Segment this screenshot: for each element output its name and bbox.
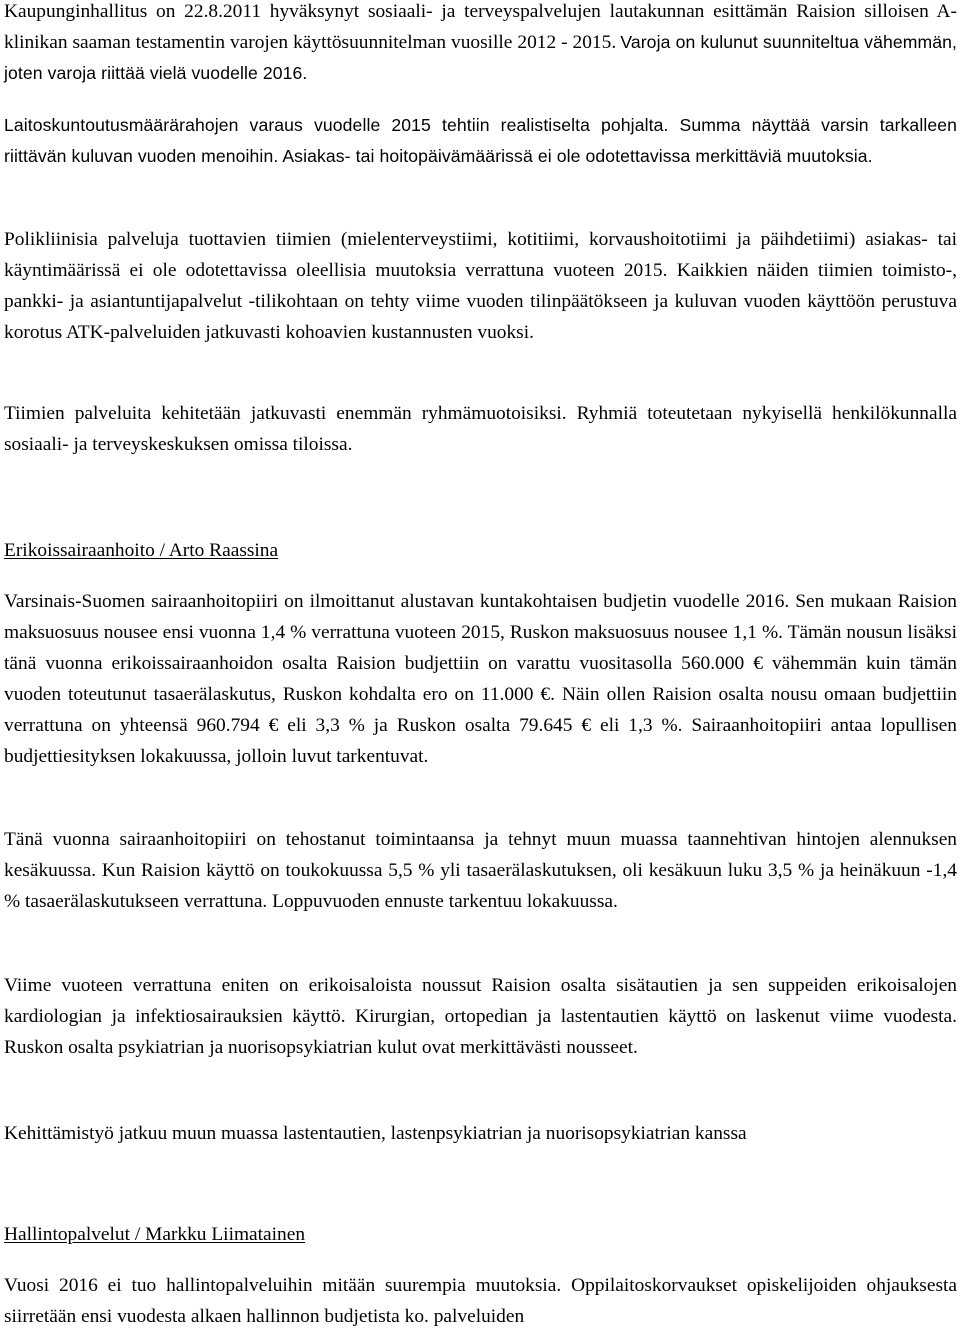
- paragraph-testament-text: Kaupunginhallitus on 22.8.2011 hyväksynyt sosiaali- ja terveyspalvelujen lautakunnan esittämän Raision silloisen A-klinikan saaman testamentin varojen käyttösuunnitelman vuosille 2012 - 2015.: [4, 1, 957, 53]
- paragraph-laitoskuntoutus: Laitoskuntoutusmäärärahojen varaus vuodelle 2015 tehtiin realistiselta pohjalta. Summa näyttää varsin tarkalleen riittävän kuluvan vuoden menoihin. Asiakas- tai hoitopäivämäärissä ei ole odotettavissa merkittäviä muutoksia.: [4, 115, 957, 166]
- paragraph-varsinais-suomi-text-1: Varsinais-Suomen sairaanhoitopiiri on ilmoittanut alustavan kuntakohtaisen budjetin vuodelle 2016. Sen mukaan Raision maksuosuus nousee ensi vuonna 1,4 % verrattuna vuoteen 2015, Ruskon maksuosuus nousee 1,1 %.: [4, 591, 957, 643]
- paragraph-varsinais-suomi-text-3: Näin ollen Raision osalta nousu omaan budjettiin verrattuna on yhteensä 960.794 € eli 3,3 % ja Ruskon osalta 79.645 € eli 1,3 %.: [4, 684, 957, 736]
- heading-hallintopalvelut: Hallintopalvelut / Markku Liimatainen: [4, 1224, 306, 1245]
- paragraph-varsinais-suomi-text-2: Tämän nousun lisäksi tänä vuonna erikoissairaanhoidon osalta Raision budjettiin on varattu vuositasolla 560.000 € vähemmän kuin tämän vuoden toteutunut tasaerälaskutus, Ruskon kohdalta ero on 11.000 €.: [4, 622, 957, 705]
- paragraph-viime-vuoteen: Viime vuoteen verrattuna eniten on erikoisaloista noussut Raision osalta sisätautien ja sen suppeiden erikoisalojen kardiologian ja infektiosairauksien käyttö. Kirurgian, ortopedian ja lastentautien käyttö on laskenut viime vuodesta. Ruskon osalta psykiatrian ja nuorisopsykiatrian kulut ovat merkittävästi nousseet.: [4, 975, 957, 1058]
- paragraph-polikliiniset-text-2: Kaikkien näiden tiimien toimisto-, pankki- ja asiantuntijapalvelut -tilikohtaan on tehty viime vuoden tilinpäätökseen ja kuluvan vuoden käyttöön perustuva korotus ATK-palveluiden jatkuvasti kohoavien kustannusten vuoksi.: [4, 260, 957, 343]
- paragraph-testament-remaining: Varoja on kulunut suunniteltua vähemmän, joten varoja riittää vielä vuodelle 2016.: [4, 32, 957, 83]
- paragraph-kehittamistyo: Kehittämistyö jatkuu muun muassa lastentautien, lastenpsykiatrian ja nuorisopsykiatrian kanssa: [4, 1123, 747, 1144]
- paragraph-vuosi-2016: Vuosi 2016 ei tuo hallintopalveluihin mitään suurempia muutoksia. Oppilaitoskorvaukset opiskelijoiden ohjauksesta siirretään ensi vuodesta alkaen hallinnon budjetista ko. palveluiden: [4, 1275, 957, 1327]
- paragraph-polikliiniset: [4, 224, 957, 348]
- paragraph-testament: [4, 0, 957, 89]
- paragraph-varsinais-suomi-text-4: Sairaanhoitopiiri antaa lopullisen budjettiesityksen lokakuussa, jolloin luvut tarkentuvat.: [4, 715, 957, 767]
- heading-erikoissairaanhoito: Erikoissairaanhoito / Arto Raassina: [4, 540, 279, 561]
- paragraph-varsinais-suomi: [4, 586, 957, 772]
- paragraph-polikliiniset-text-1: Polikliinisia palveluja tuottavien tiimien (mielenterveystiimi, kotitiimi, korvaushoitotiimi ja päihdetiimi) asiakas- tai käyntimäärissä ei ole odotettavissa oleellisia muutoksia verrattuna vuoteen 2015.: [4, 229, 957, 281]
- paragraph-tana-vuonna: Tänä vuonna sairaanhoitopiiri on tehostanut toimintaansa ja tehnyt muun muassa taannehtivan hintojen alennuksen kesäkuussa. Kun Raision käyttö on toukokuussa 5,5 % yli tasaerälaskutuksen, oli kesäkuun luku 3,5 % ja heinäkuun -1,4 % tasaerälaskutukseen verrattuna. Loppuvuoden ennuste tarkentuu lokakuussa.: [4, 829, 957, 912]
- paragraph-tiimien-palvelut: Tiimien palveluita kehitetään jatkuvasti enemmän ryhmämuotoisiksi. Ryhmiä toteutetaan nykyisellä henkilökunnalla sosiaali- ja terveyskeskuksen omissa tiloissa.: [4, 403, 957, 455]
